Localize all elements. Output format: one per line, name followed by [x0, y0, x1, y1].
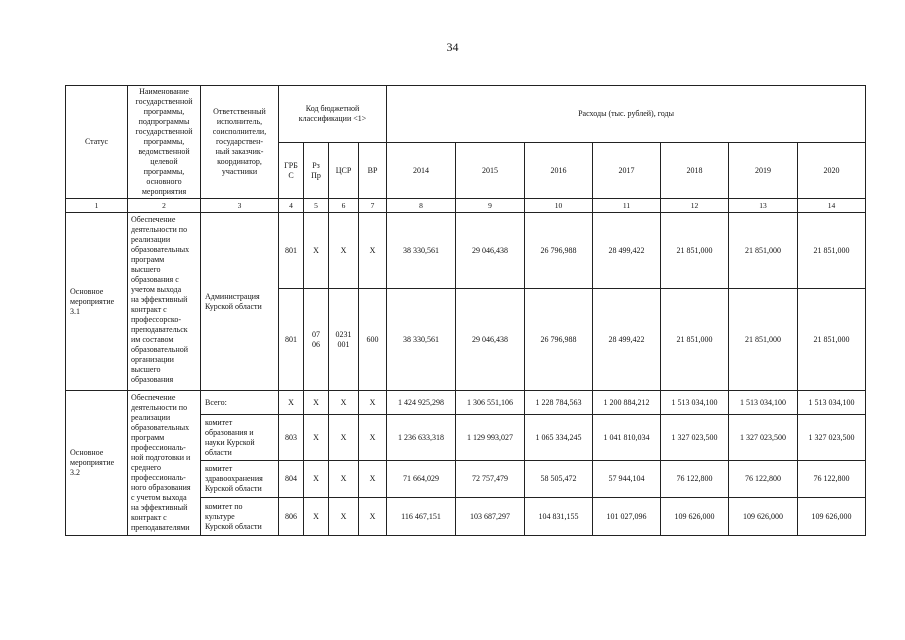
vr-cell: Х [359, 498, 387, 536]
expense-cell-2020: 109 626,000 [798, 498, 866, 536]
expense-cell-2014: 1 424 925,298 [387, 391, 456, 415]
status-cell: Основное мероприятие 3.1 [66, 213, 128, 391]
header-csr: ЦСР [329, 143, 359, 199]
column-number: 9 [456, 199, 525, 213]
expense-cell-2017: 1 200 884,212 [593, 391, 661, 415]
table-row [66, 391, 866, 415]
expense-cell-2018: 1 327 023,500 [661, 415, 729, 461]
expense-cell-2018: 1 513 034,100 [661, 391, 729, 415]
executor-cell: комитет образования и науки Курской области [201, 415, 279, 461]
name-cell: Обеспечение деятельности по реализации образовательных программ профессиональ- ной подготовки и среднего профессиональ- ного образования с учетом выхода на эффективный контракт с преподавателями [128, 391, 201, 536]
rzpr-cell: Х [304, 391, 329, 415]
header-year-2016: 2016 [525, 143, 593, 199]
expense-cell-2019: 1 327 023,500 [729, 415, 798, 461]
column-number: 14 [798, 199, 866, 213]
expense-cell-2014: 38 330,561 [387, 289, 456, 391]
column-number: 11 [593, 199, 661, 213]
vr-cell: Х [359, 391, 387, 415]
rzpr-cell: Х [304, 415, 329, 461]
expense-cell-2019: 76 122,800 [729, 461, 798, 498]
header-year-2014: 2014 [387, 143, 456, 199]
expense-cell-2016: 104 831,155 [525, 498, 593, 536]
expense-cell-2018: 76 122,800 [661, 461, 729, 498]
vr-cell: Х [359, 213, 387, 289]
status-cell: Основное мероприятие 3.2 [66, 391, 128, 536]
expense-cell-2017: 28 499,422 [593, 289, 661, 391]
column-number: 5 [304, 199, 329, 213]
rzpr-cell: 07 06 [304, 289, 329, 391]
page-number: 34 [446, 40, 459, 54]
header-year-2019: 2019 [729, 143, 798, 199]
expense-cell-2014: 71 664,029 [387, 461, 456, 498]
header-grbs: ГРБ С [279, 143, 304, 199]
header-rzpr: Рз Пр [304, 143, 329, 199]
table-row [66, 213, 866, 289]
column-number: 1 [66, 199, 128, 213]
grbs-cell: 801 [279, 289, 304, 391]
header-expenses: Расходы (тыс. рублей), годы [387, 86, 866, 143]
column-number: 2 [128, 199, 201, 213]
csr-cell: 0231 001 [329, 289, 359, 391]
expense-cell-2020: 21 851,000 [798, 213, 866, 289]
grbs-cell: 804 [279, 461, 304, 498]
expense-cell-2016: 26 796,988 [525, 213, 593, 289]
column-number: 3 [201, 199, 279, 213]
expense-cell-2015: 29 046,438 [456, 213, 525, 289]
column-number: 13 [729, 199, 798, 213]
grbs-cell: 801 [279, 213, 304, 289]
rzpr-cell: Х [304, 213, 329, 289]
expense-cell-2017: 101 027,096 [593, 498, 661, 536]
column-number: 12 [661, 199, 729, 213]
expense-cell-2014: 116 467,151 [387, 498, 456, 536]
header-vr: ВР [359, 143, 387, 199]
expense-cell-2014: 1 236 633,318 [387, 415, 456, 461]
csr-cell: Х [329, 498, 359, 536]
budget-table [65, 85, 866, 536]
expense-cell-2018: 109 626,000 [661, 498, 729, 536]
vr-cell: 600 [359, 289, 387, 391]
csr-cell: Х [329, 213, 359, 289]
expense-cell-2015: 103 687,297 [456, 498, 525, 536]
column-number: 10 [525, 199, 593, 213]
rzpr-cell: Х [304, 498, 329, 536]
executor-cell: Всего: [201, 391, 279, 415]
csr-cell: Х [329, 415, 359, 461]
name-cell: Обеспечение деятельности по реализации образовательных программ высшего образования с учетом выхода на эффективный контракт с профессорско- преподавательск им составом образовательной организации высшего образования [128, 213, 201, 391]
expense-cell-2014: 38 330,561 [387, 213, 456, 289]
expense-cell-2015: 1 306 551,106 [456, 391, 525, 415]
executor-cell: комитет по культуре Курской области [201, 498, 279, 536]
column-number: 7 [359, 199, 387, 213]
vr-cell: Х [359, 461, 387, 498]
expense-cell-2018: 21 851,000 [661, 289, 729, 391]
expense-cell-2018: 21 851,000 [661, 213, 729, 289]
expense-cell-2019: 1 513 034,100 [729, 391, 798, 415]
expense-cell-2020: 76 122,800 [798, 461, 866, 498]
header-year-2020: 2020 [798, 143, 866, 199]
expense-cell-2017: 28 499,422 [593, 213, 661, 289]
grbs-cell: Х [279, 391, 304, 415]
header-row [66, 86, 866, 143]
header-budget-code: Код бюджетной классификации <1> [279, 86, 387, 143]
expense-cell-2020: 1 513 034,100 [798, 391, 866, 415]
header-year-2015: 2015 [456, 143, 525, 199]
rzpr-cell: Х [304, 461, 329, 498]
csr-cell: Х [329, 461, 359, 498]
expense-cell-2019: 21 851,000 [729, 213, 798, 289]
expense-cell-2017: 1 041 810,034 [593, 415, 661, 461]
header-year-2018: 2018 [661, 143, 729, 199]
column-number-row [66, 199, 866, 213]
expense-cell-2020: 1 327 023,500 [798, 415, 866, 461]
expense-cell-2016: 26 796,988 [525, 289, 593, 391]
expense-cell-2016: 58 505,472 [525, 461, 593, 498]
grbs-cell: 803 [279, 415, 304, 461]
expense-cell-2016: 1 228 784,563 [525, 391, 593, 415]
executor-cell: Администрация Курской области [201, 213, 279, 391]
expense-cell-2015: 72 757,479 [456, 461, 525, 498]
header-executor: Ответственный исполнитель, соисполнители, государствен- ный заказчик- координатор, участники [201, 86, 279, 199]
csr-cell: Х [329, 391, 359, 415]
expense-cell-2020: 21 851,000 [798, 289, 866, 391]
expense-cell-2019: 21 851,000 [729, 289, 798, 391]
expense-cell-2016: 1 065 334,245 [525, 415, 593, 461]
header-year-2017: 2017 [593, 143, 661, 199]
vr-cell: Х [359, 415, 387, 461]
header-status: Статус [66, 86, 128, 199]
column-number: 4 [279, 199, 304, 213]
executor-cell: комитет здравоохранения Курской области [201, 461, 279, 498]
expense-cell-2017: 57 944,104 [593, 461, 661, 498]
expense-cell-2019: 109 626,000 [729, 498, 798, 536]
column-number: 8 [387, 199, 456, 213]
expense-cell-2015: 1 129 993,027 [456, 415, 525, 461]
header-name: Наименование государственной программы, подпрограммы государственной программы, ведомственной целевой программы, основного мероприятия [128, 86, 201, 199]
expense-cell-2015: 29 046,438 [456, 289, 525, 391]
column-number: 6 [329, 199, 359, 213]
grbs-cell: 806 [279, 498, 304, 536]
